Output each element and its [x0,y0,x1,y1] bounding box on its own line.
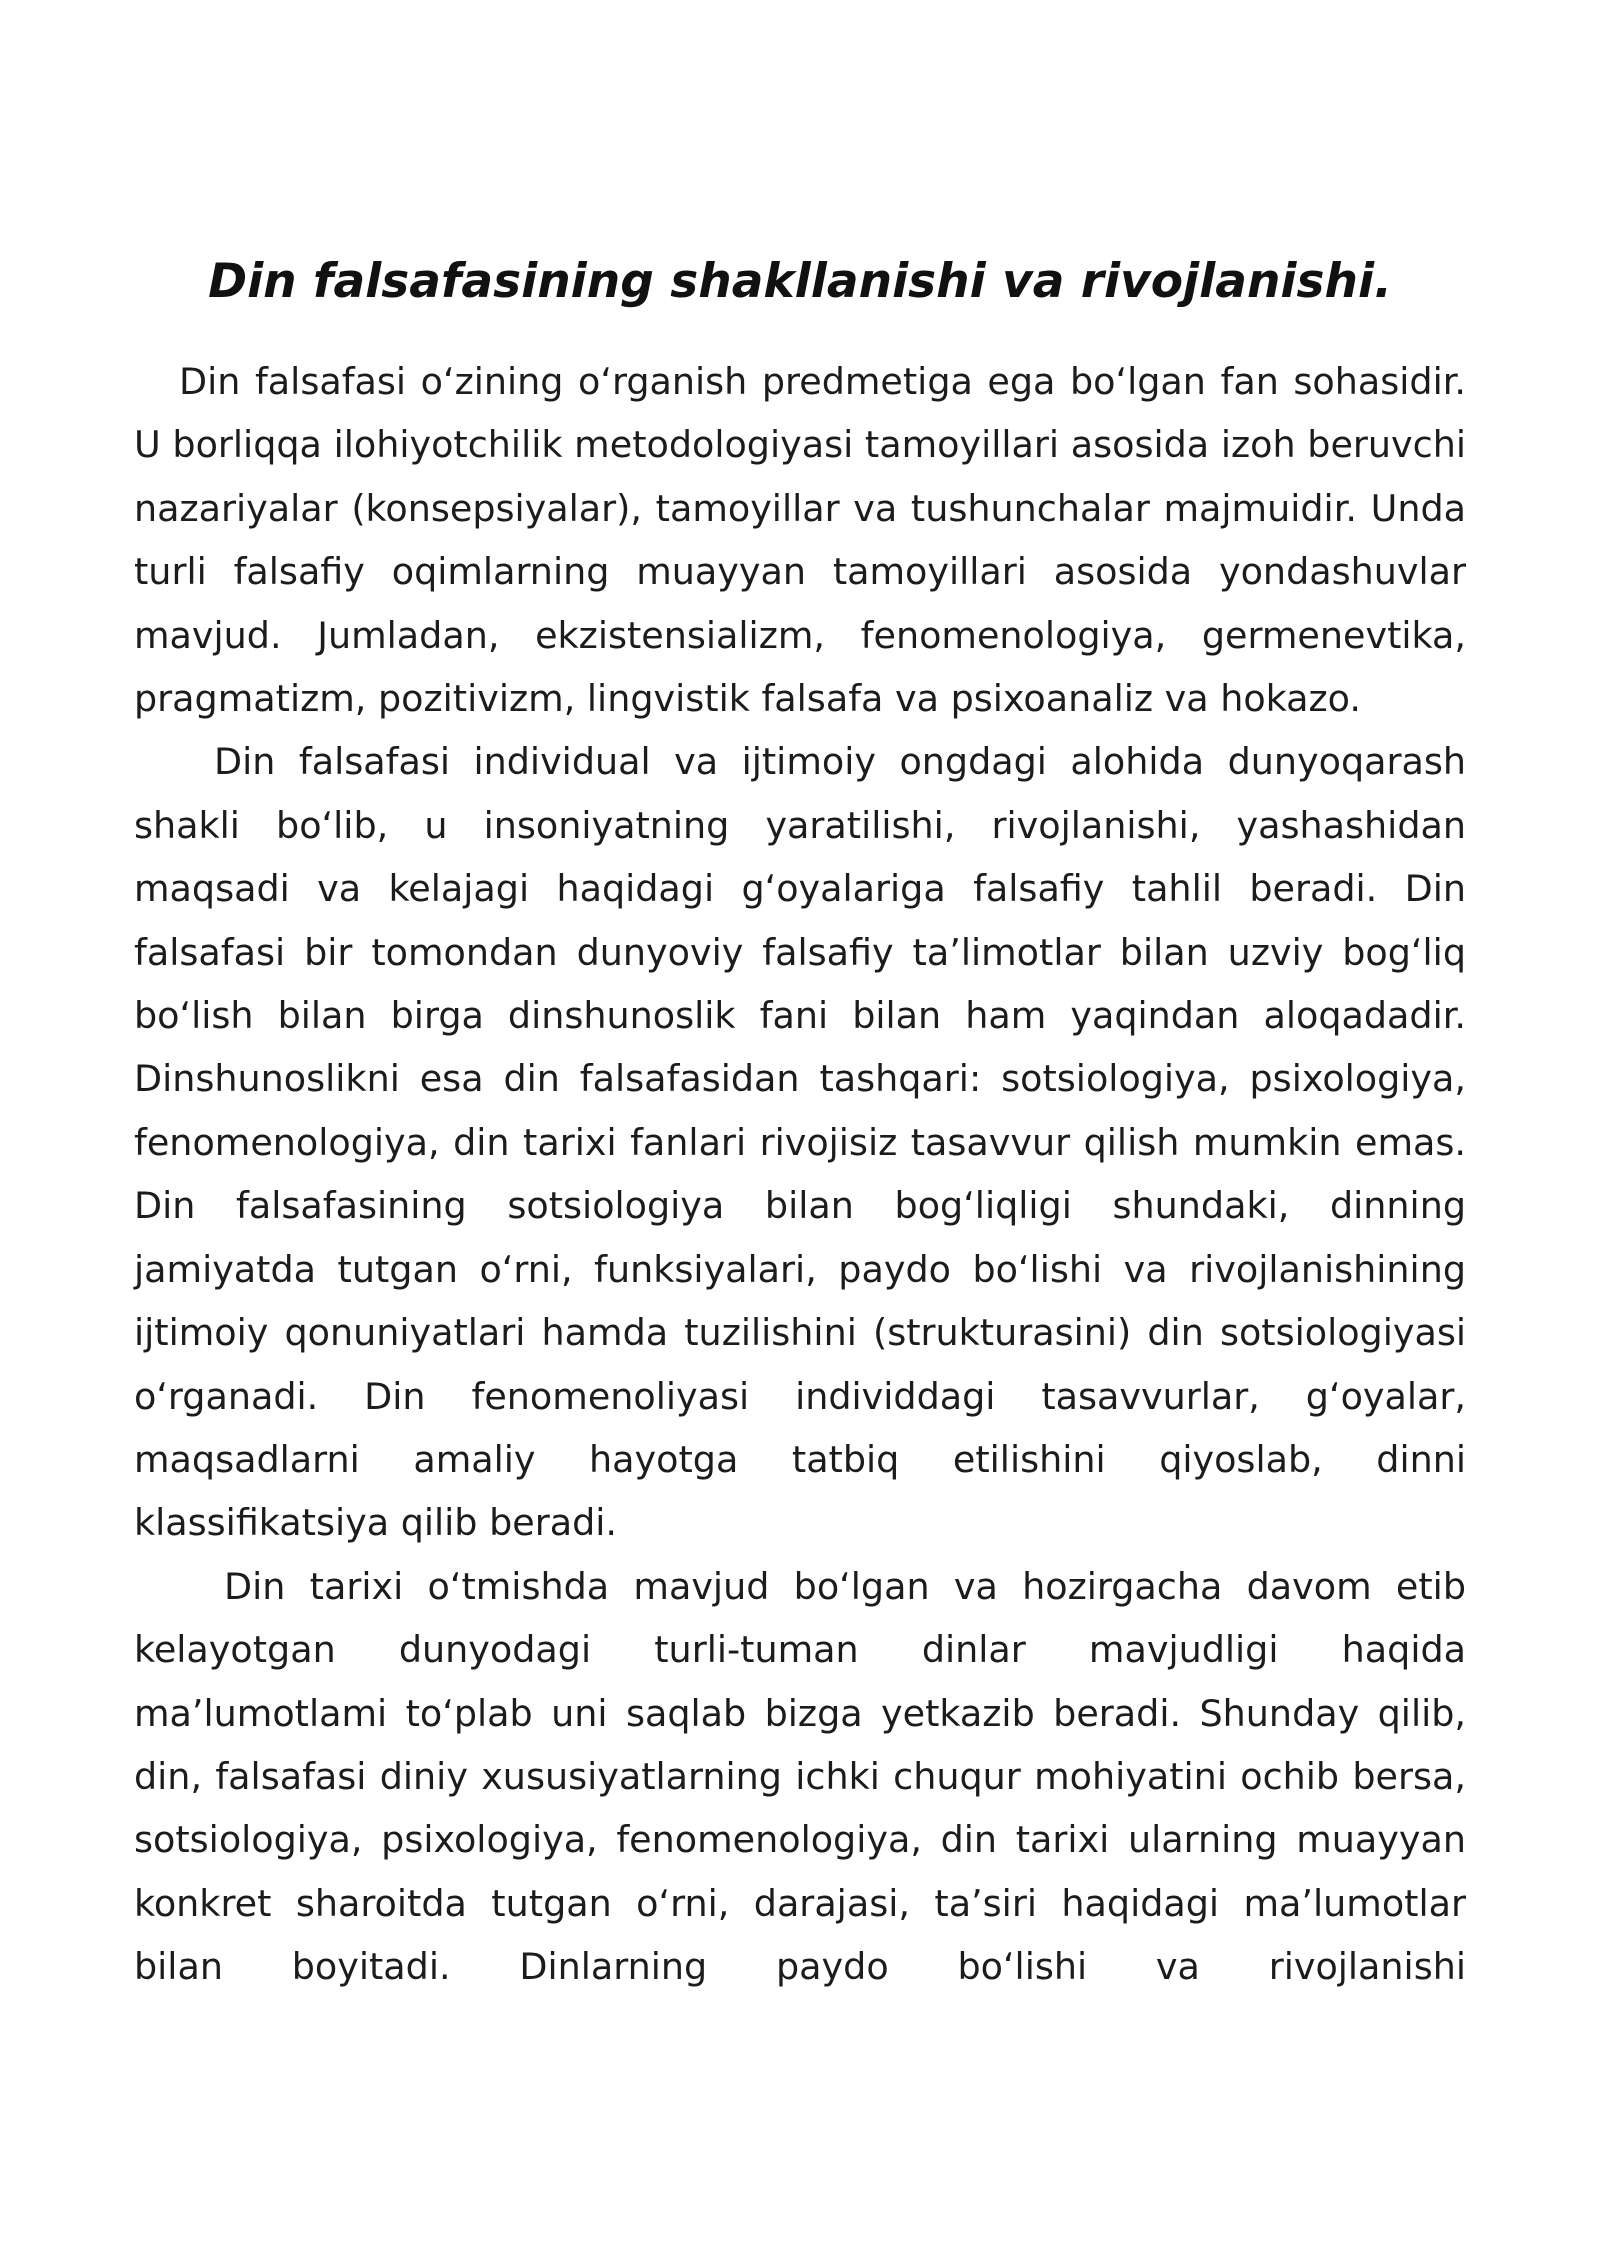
paragraph-1: Din falsafasi oʻzining oʻrganish predmetiga ega boʻlgan fan sohasidir. U borliqqa ilohiyotchilik metodologiyasi tamoyillari asosida izoh beruvchi nazariyalar (konsepsiyalar), tamoyillar va tushunchalar majmuidir. Unda turli falsafiy oqimlarning muayyan tamoyillari asosida yondashuvlar mavjud. Jumladan, ekzistensializm, fenomenologiya, germenevtika, pragmatizm, pozitivizm, lingvistik falsafa va psixoanaliz va hokazo. [134,360,1466,721]
document-body [134,350,1466,1999]
paragraph-2: Din falsafasi individual va ijtimoiy ongdagi alohida dunyoqarash shakli boʻlib, u insoniyatning yaratilishi, rivojlanishi, yashashidan maqsadi va kelajagi haqidagi gʻoyalariga falsafiy tahlil beradi. Din falsafasi bir tomondan dunyoviy falsafiy taʼlimotlar bilan uzviy bogʻliq boʻlish bilan birga dinshunoslik fani bilan ham yaqindan aloqadadir. Dinshunoslikni esa din falsafasidan tashqari: sotsiologiya, psixologiya, fenomenologiya, din tarixi fanlari rivojisiz tasavvur qilish mumkin emas. Din falsafasining sotsiologiya bilan bogʻliqligi shundaki, dinning jamiyatda tutgan oʻrni, funksiyalari, paydo boʻlishi va rivojlanishining ijtimoiy qonuniyatlari hamda tuzilishini (strukturasini) din sotsiologiyasi oʻrganadi. Din fenomenoliyasi individdagi tasavvurlar, gʻoyalar, maqsadlarni amaliy hayotga tatbiq etilishini qiyoslab, dinni klassifikatsiya qilib beradi. [134,740,1466,1545]
paragraph-3: Din tarixi oʻtmishda mavjud boʻlgan va hozirgacha davom etib kelayotgan dunyodagi turli-tuman dinlar mavjudligi haqida maʼlumotlami toʻplab uni saqlab bizga yetkazib beradi. Shunday qilib, din, falsafasi diniy xususiyatlarning ichki chuqur mohiyatini ochib bersa, sotsiologiya, psixologiya, fenomenologiya, din tarixi ularning muayyan konkret sharoitda tutgan oʻrni, darajasi, taʼsiri haqidagi maʼlumotlar bilan boyitadi. Dinlarning paydo boʻlishi va rivojlanishi [134,1564,1466,1989]
page-title: Din falsafasining shakllanishi va rivojlanishi. [208,254,1392,309]
